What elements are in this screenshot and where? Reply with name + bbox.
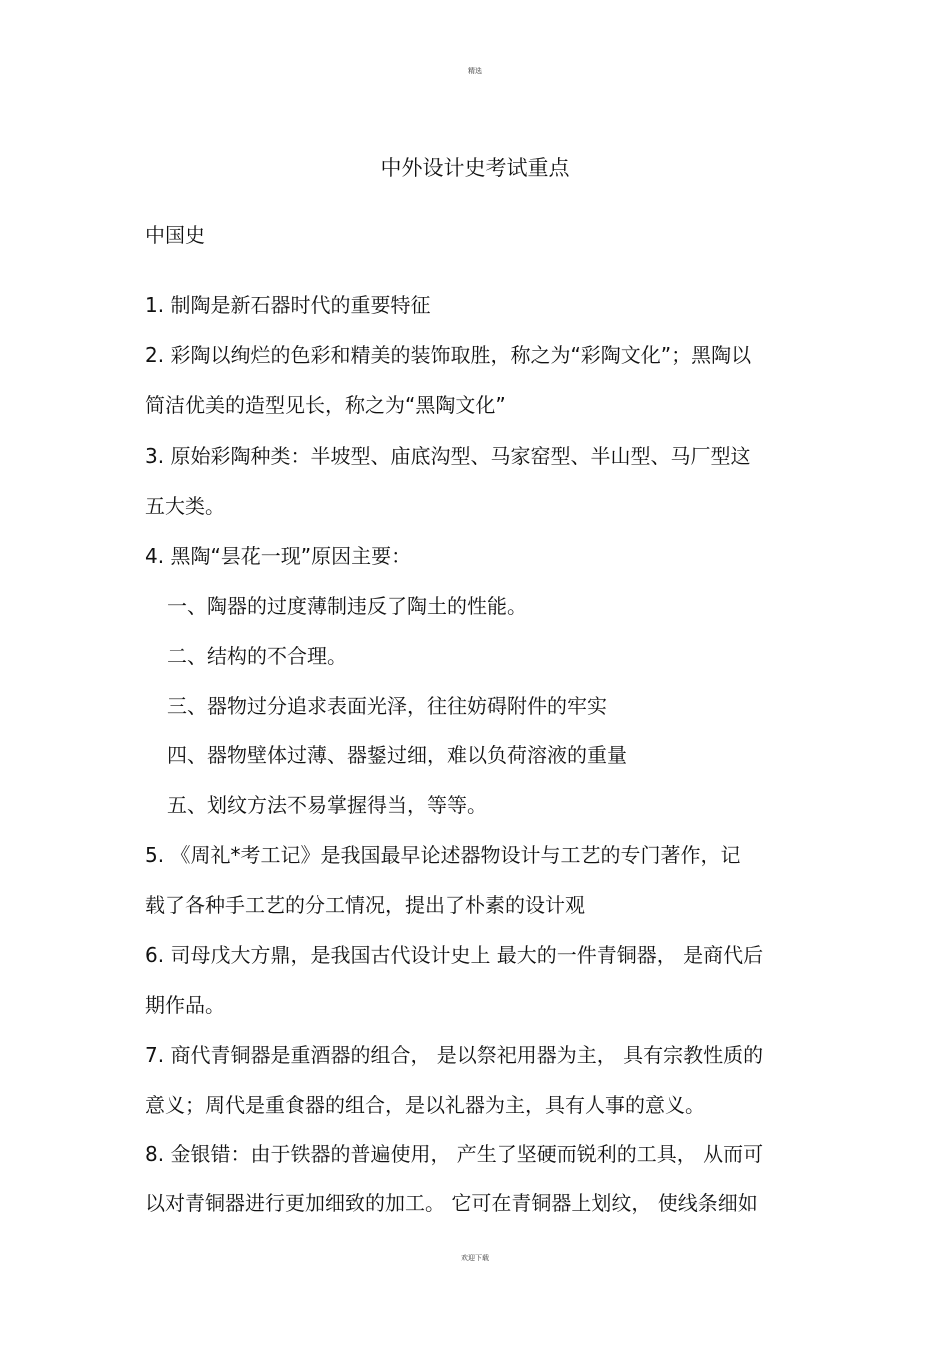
item-3-line-1: 3. 原始彩陶种类：半坡型、庙底沟型、马家窑型、半山型、马厂型这 [145,444,751,468]
item-4-point-2: 二、结构的不合理。 [167,644,347,668]
item-7-line-2: 意义；周代是重食器的组合，是以礼器为主，具有人事的意义。 [145,1093,705,1117]
item-2-line-2: 简洁优美的造型见长，称之为“黑陶文化” [145,393,506,417]
item-6-line-2: 期作品。 [145,993,225,1017]
item-4: 4. 黑陶“昙花一现”原因主要： [145,544,412,568]
item-5-line-1: 5. 《周礼*考工记》是我国最早论述器物设计与工艺的专门著作，记 [145,843,741,867]
section-heading: 中国史 [145,223,205,247]
item-6-line-1: 6. 司母戊大方鼎，是我国古代设计史上 最大的一件青铜器， 是商代后 [145,943,764,967]
item-4-point-1: 一、陶器的过度薄制违反了陶土的性能。 [167,594,527,618]
item-3-line-2: 五大类。 [145,494,225,518]
item-4-point-5: 五、划纹方法不易掌握得当，等等。 [167,793,487,817]
item-1: 1. 制陶是新石器时代的重要特征 [145,293,431,317]
item-8-line-2: 以对青铜器进行更加细致的加工。 它可在青铜器上划纹， 使线条细如 [145,1191,758,1215]
item-8-line-1: 8. 金银错：由于铁器的普遍使用， 产生了坚硬而锐利的工具， 从而可 [145,1142,764,1166]
item-2-line-1: 2. 彩陶以绚烂的色彩和精美的装饰取胜，称之为“彩陶文化”；黑陶以 [145,343,752,367]
item-7-line-1: 7. 商代青铜器是重酒器的组合， 是以祭祀用器为主， 具有宗教性质的 [145,1043,764,1067]
page-header: 精选 [468,67,482,75]
item-4-point-4: 四、器物壁体过薄、器鋬过细，难以负荷溶液的重量 [167,743,627,767]
item-4-point-3: 三、器物过分追求表面光泽，往往妨碍附件的牢实 [167,694,607,718]
item-5-line-2: 载了各种手工艺的分工情况，提出了朴素的设计观 [145,893,585,917]
document-title: 中外设计史考试重点 [380,156,570,180]
page-footer: 欢迎下载 [461,1254,489,1262]
